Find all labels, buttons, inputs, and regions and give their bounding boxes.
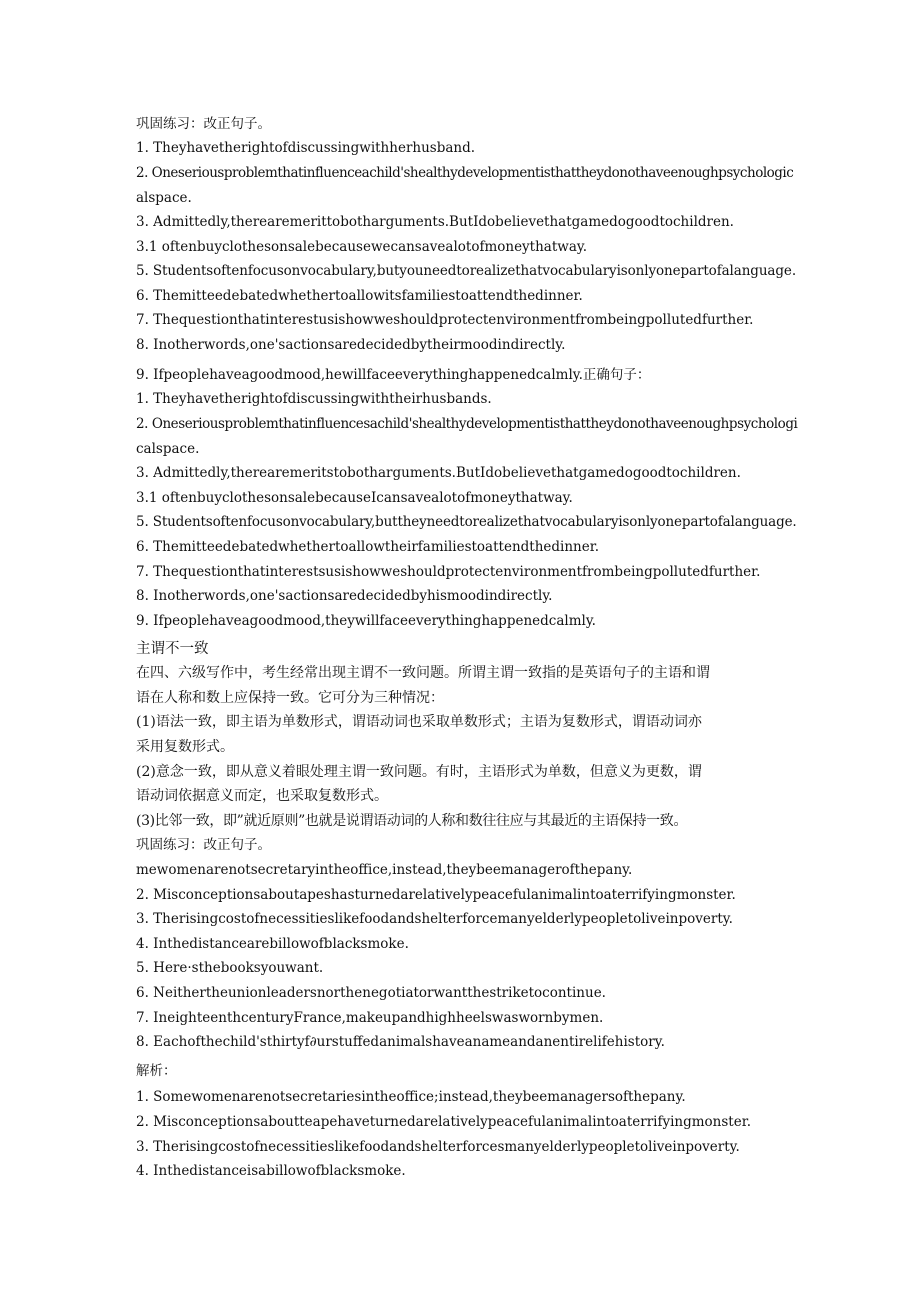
practice-item: 6. Themitteedebatedwhethertoallowitsfamiliestoattendthedinner. bbox=[136, 288, 583, 304]
practice-item: 8. Inotherwords,one'sactionsaredecidedbytheirmoodindirectly. bbox=[136, 337, 566, 353]
practice-item: 3.1 oftenbuyclothesonsalebecausewecansavealotofmoneythatway. bbox=[136, 239, 588, 255]
practice-item: 1. Theyhavetherightofdiscussingwithherhusband. bbox=[136, 140, 476, 156]
practice-item: 2. Oneseriousproblemthatinfluenceachild'shealthydevelopmentisthattheydonothaveenoughpsychologic bbox=[136, 165, 794, 181]
practice-item: 7. IneighteenthcenturyFrance,makeupandhighheelswaswornbymen. bbox=[136, 1010, 604, 1026]
rule-line: (2)意念一致，即从意义着眼处理主谓一致问题。有时，主语形式为单数，但意义为更数，谓 bbox=[136, 764, 702, 780]
answer-item: 2. Oneseriousproblemthatinfluencesachild'shealthydevelopmentisthattheydonothaveenoughpsychologi bbox=[136, 416, 798, 432]
answer-item: 9. Ifpeoplehaveagoodmood,theywillfaceeverythinghappenedcalmly. bbox=[136, 613, 596, 629]
practice-title: 巩固练习：改正句子。 bbox=[136, 116, 271, 132]
analysis-item: 1. Somewomenarenotsecretariesintheoffice;instead,theybeemanagersofthepany. bbox=[136, 1089, 686, 1105]
rule-line: (3)比邻一致，即”就近原则”也就是说谓语动词的人称和数往往应与其最近的主语保持一致。 bbox=[136, 813, 688, 829]
practice-item: alspace. bbox=[136, 190, 192, 206]
answer-item: 8. Inotherwords,one'sactionsaredecidedbyhismoodindirectly. bbox=[136, 588, 553, 604]
rule-line: (1)语法一致，即主语为单数形式，谓语动词也采取单数形式；主语为复数形式，谓语动词亦 bbox=[136, 714, 702, 730]
analysis-item: 4. Inthedistanceisabillowofblacksmoke. bbox=[136, 1163, 406, 1179]
practice-item: 7. Thequestionthatinterestusishowweshouldprotectenvironmentfrombeingpollutedfurther. bbox=[136, 312, 754, 328]
answer-item: 6. Themitteedebatedwhethertoallowtheirfamiliestoattendthedinner. bbox=[136, 539, 599, 555]
rule-line: 语动词依据意义而定，也采取复数形式。 bbox=[136, 788, 388, 804]
analysis-item: 2. Misconceptionsaboutteapehaveturnedarelativelypeacefulanimalintoaterrifyingmonster. bbox=[136, 1114, 751, 1130]
practice-title: 巩固练习：改正句子。 bbox=[136, 837, 271, 853]
answer-item: 3.1 oftenbuyclothesonsalebecauseIcansavealotofmoneythatway. bbox=[136, 490, 573, 506]
analysis-title: 解析： bbox=[136, 1063, 177, 1079]
intro-paragraph-line: 在四、六级写作中，考生经常出现主谓不一致问题。所谓主谓一致指的是英语句子的主语和谓 bbox=[136, 665, 710, 681]
practice-item: 3. Admittedly,therearemerittobotharguments.ButIdobelievethatgamedogoodtochildren. bbox=[136, 214, 734, 230]
answer-item: calspace. bbox=[136, 441, 200, 457]
answer-item: 1. Theyhavetherightofdiscussingwiththeirhusbands. bbox=[136, 391, 492, 407]
analysis-item: 3. Therisingcostofnecessitieslikefoodandshelterforcesmanyelderlypeopletoliveinpoverty. bbox=[136, 1139, 740, 1155]
answer-item: 3. Admittedly,therearemeritstobotharguments.ButIdobelievethatgamedogoodtochildren. bbox=[136, 465, 741, 481]
rule-line: 采用复数形式。 bbox=[136, 739, 234, 755]
practice-item: mewomenarenotsecretaryintheoffice,instead,theybeemanagerofthepany. bbox=[136, 862, 633, 878]
practice-item: 3. Therisingcostofnecessitieslikefoodandshelterforcemanyelderlypeopletoliveinpoverty. bbox=[136, 911, 733, 927]
practice-item: 4. Inthedistancearebillowofblacksmoke. bbox=[136, 936, 409, 952]
practice-item: 2. Misconceptionsaboutapeshasturnedarelativelypeacefulanimalintoaterrifyingmonster. bbox=[136, 887, 736, 903]
practice-item: 9. Ifpeoplehaveagoodmood,hewillfaceeverythinghappenedcalmly.正确句子： bbox=[136, 367, 651, 383]
section-heading: 主谓不一致 bbox=[136, 641, 209, 657]
practice-item: 5. Studentsoftenfocusonvocabulary,butyouneedtorealizethatvocabularyisonlyonepartofalanguage. bbox=[136, 263, 797, 279]
practice-item: 5. Here·sthebooksyouwant. bbox=[136, 960, 324, 976]
practice-item: 8. Eachofthechild'sthirtyf∂urstuffedanimalshaveanameandanentirelifehistory. bbox=[136, 1034, 665, 1050]
practice-item: 6. Neithertheunionleadersnorthenegotiatorwantthestriketocontinue. bbox=[136, 985, 606, 1001]
answer-item: 7. Thequestionthatinterestsusishowweshouldprotectenvironmentfrombeingpollutedfurther. bbox=[136, 564, 761, 580]
intro-paragraph-line: 语在人称和数上应保持一致。它可分为三种情况： bbox=[136, 690, 444, 706]
answer-item: 5. Studentsoftenfocusonvocabulary,buttheyneedtorealizethatvocabularyisonlyonepartofalanguage. bbox=[136, 514, 797, 530]
